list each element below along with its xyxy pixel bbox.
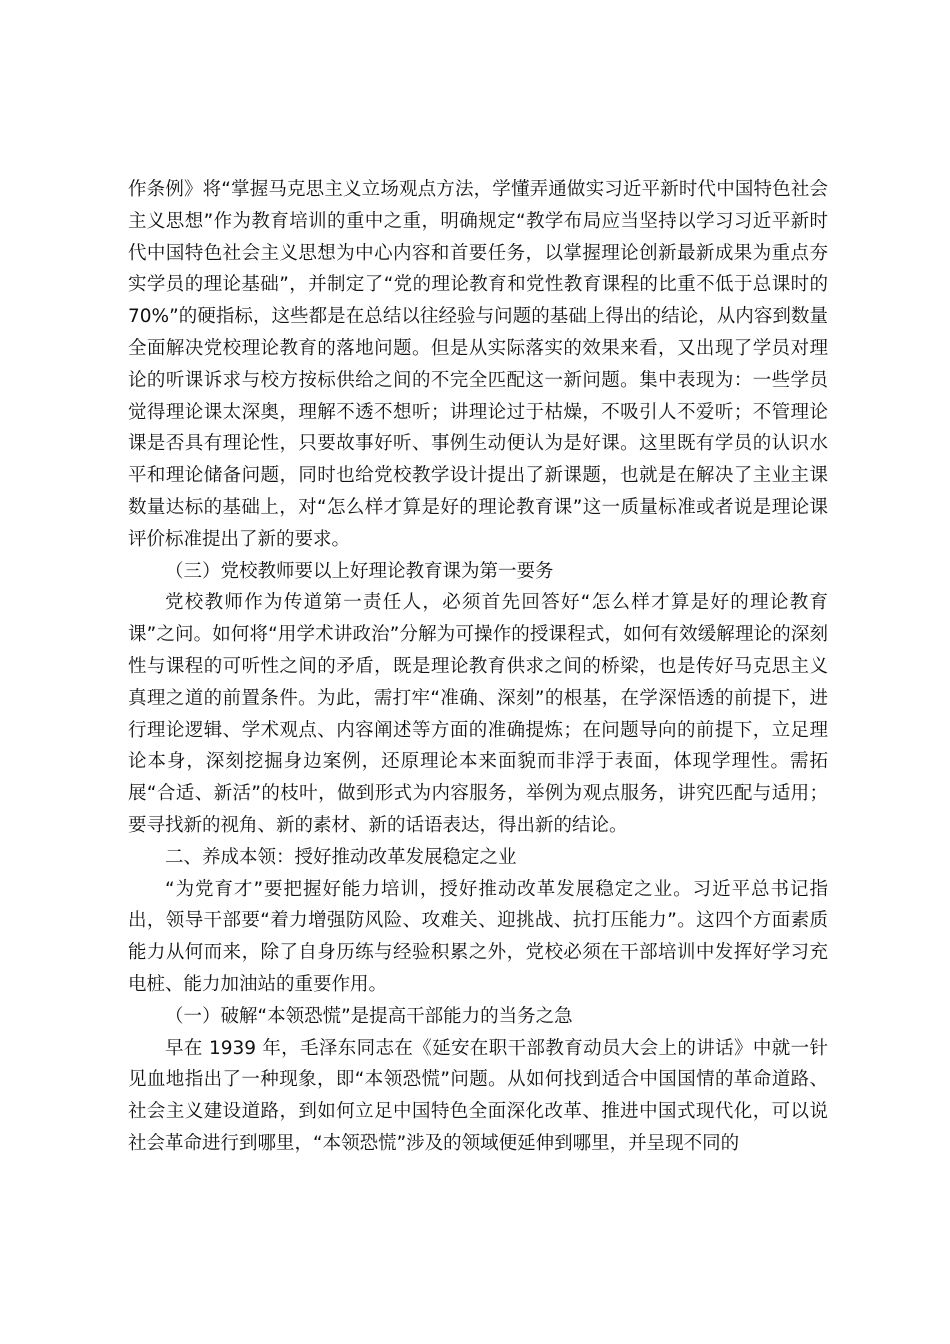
paragraph-ability-training: “为党育才”要把握好能力培训，授好推动改革发展稳定之业。习近平总书记指出，领导干部要“着力增强防风险、攻难关、迎挑战、抗打压能力”。这四个方面素质能力从何而来，除了自身历练与经验积累之外，党校必须在干部培训中发挥好学习充电桩、能力加油站的重要作用。 bbox=[128, 878, 828, 995]
paragraph-regulations-content: 作条例》将“掌握马克思主义立场观点方法，学懂弄通做实习近平新时代中国特色社会主义思想”作为教育培训的重中之重，明确规定“教学布局应当坚持以学习习近平新时代中国特色社会主义思想为中心内容和首要任务，以掌握理论创新最新成果为重点夯实学员的理论基础”，并制定了“党的理论教育和党性教育课程的比重不低于总课时的 70%”的硬指标，这些都是在总结以往经验与问题的基础上得出的结论，从内容到数量全面解决党校理论教育的落地问题。但是从实际落实的效果来看，又出现了学员对理论的听课诉求与校方按标供给之间的不完全匹配这一新问题。集中表现为：一些学员觉得理论课太深奥，理解不透不想听；讲理论过于枯燥，不吸引人不爱听；不管理论课是否具有理论性，只要故事好听、事例生动便认为是好课。这里既有学员的认识水平和理论储备问题，同时也给党校教学设计提出了新课题，也就是在解决了主业主课数量达标的基础上，对“怎么样才算是好的理论教育课”这一质量标准或者说是理论课评价标准提出了新的要求。 bbox=[128, 179, 828, 550]
section-heading-3: （三）党校教师要以上好理论教育课为第一要务 bbox=[165, 560, 554, 582]
paragraph-1939-speech: 早在 1939 年，毛泽东同志在《延安在职干部教育动员大会上的讲话》中就一针见血地指出了一种现象，即“本领恐慌”问题。从如何找到适合中国国情的革命道路、社会主义建设道路，到如何立足中国特色全面深化改革、推进中国式现代化，可以说社会革命进行到哪里，“本领恐慌”涉及的领域便延伸到哪里，并呈现不同的 bbox=[128, 1037, 828, 1154]
section-heading-1-panic: （一）破解“本领恐慌”是提高干部能力的当务之急 bbox=[165, 1005, 573, 1027]
section-heading-2: 二、养成本领：授好推动改革发展稳定之业 bbox=[165, 846, 517, 868]
document-page bbox=[128, 174, 828, 1160]
paragraph-teacher-role: 党校教师作为传道第一责任人，必须首先回答好“怎么样才算是好的理论教育课”之问。如何将“用学术讲政治”分解为可操作的授课程式，如何有效缓解理论的深刻性与课程的可听性之间的矛盾，既是理论教育供求之间的桥梁，也是传好马克思主义真理之道的前置条件。为此，需打牢“准确、深刻”的根基，在学深悟透的前提下，进行理论逻辑、学术观点、内容阐述等方面的准确提炼；在问题导向的前提下，立足理论本身，深刻挖掘身边案例，还原理论本来面貌而非浮于表面，体现学理性。需拓展“合适、新活”的枝叶，做到形式为内容服务，举例为观点服务，讲究匹配与适用；要寻找新的视角、新的素材、新的话语表达，得出新的结论。 bbox=[128, 592, 828, 836]
